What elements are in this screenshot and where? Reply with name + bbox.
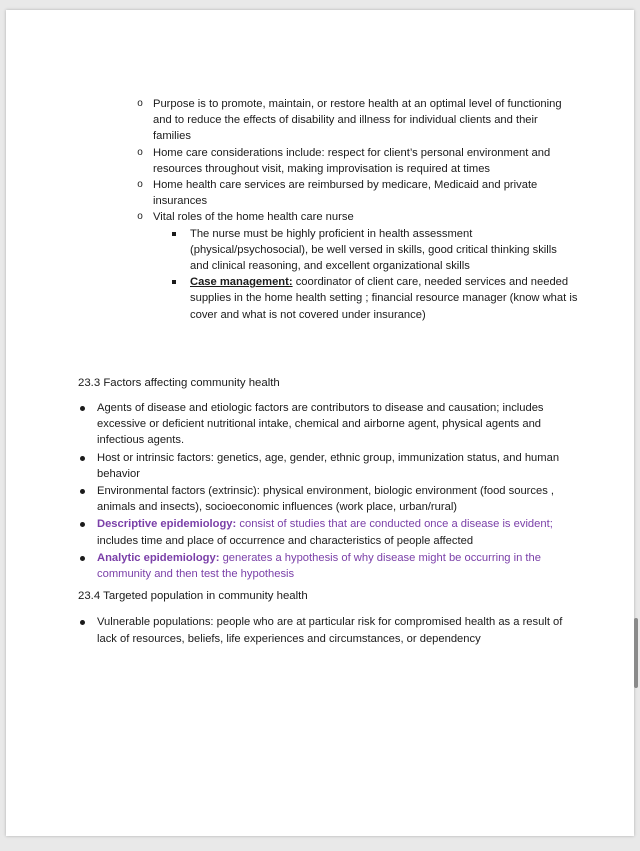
hollow-circle-bullet-icon: o bbox=[137, 98, 143, 109]
list-item: o Vital roles of the home health care nurse The nurse must be highly proficient in health assessment (physical/psychosocial), be well versed in skills, good critical thinking skills and clinical reasoning, and excellent organizational skills Case management: coordinator of client care, needed services and needed supplies in the home health setting ; financial resource manager (know what is cover and what is not covered under insurance) bbox=[153, 209, 578, 322]
list-item: Analytic epidemiology: generates a hypothesis of why disease might be occurring in the community and then test the hypothesis bbox=[97, 550, 578, 582]
descriptive-epidemiology-term: Descriptive epidemiology: bbox=[97, 518, 237, 531]
bullet-icon bbox=[80, 406, 85, 411]
list-item: Host or intrinsic factors: genetics, age, gender, ethnic group, immunization status, and human behavior bbox=[97, 450, 578, 482]
list-item: o Purpose is to promote, maintain, or restore health at an optimal level of functioning and to reduce the effects of disability and illness for individual clients and their families bbox=[153, 96, 578, 145]
list-item: Case management: coordinator of client care, needed services and needed supplies in the home health setting ; financial resource manager (know what is cover and what is not covered under insurance) bbox=[190, 274, 578, 323]
section-heading: 23.3 Factors affecting community health bbox=[78, 376, 280, 389]
vertical-scrollbar[interactable] bbox=[634, 618, 638, 688]
hollow-circle-bullet-icon: o bbox=[137, 179, 143, 191]
document-page bbox=[6, 10, 634, 836]
list-item: o Home health care services are reimbursed by medicare, Medicaid and private insurances bbox=[153, 177, 578, 209]
case-management-term: Case management: bbox=[190, 276, 293, 289]
square-bullet-icon bbox=[172, 280, 176, 284]
home-health-list bbox=[78, 96, 578, 323]
bullet-icon bbox=[80, 620, 85, 625]
list-item: The nurse must be highly proficient in health assessment (physical/psychosocial), be well versed in skills, good critical thinking skills and clinical reasoning, and excellent organizational skills bbox=[190, 226, 578, 275]
bullet-icon bbox=[80, 456, 85, 461]
bullet-icon bbox=[80, 522, 85, 527]
square-bullet-icon bbox=[172, 232, 176, 236]
list-item: Descriptive epidemiology: consist of studies that are conducted once a disease is evident; includes time and place of occurrence and characteristics of people affected bbox=[97, 516, 578, 548]
factors-list bbox=[78, 400, 578, 582]
bullet-icon bbox=[80, 489, 85, 494]
list-item: Environmental factors (extrinsic): physical environment, biologic environment (food sources , animals and insects), socioeconomic influences (work place, urban/rural) bbox=[97, 483, 578, 515]
list-item: Agents of disease and etiologic factors are contributors to disease and causation; includes excessive or deficient nutritional intake, chemical and airborne agent, physical agents and infectious agents. bbox=[97, 400, 578, 449]
section-heading: 23.4 Targeted population in community health bbox=[78, 590, 308, 603]
vital-roles-list bbox=[153, 226, 578, 323]
document-content bbox=[78, 96, 578, 648]
bullet-icon bbox=[80, 556, 85, 561]
analytic-epidemiology-term: Analytic epidemiology: bbox=[97, 551, 220, 564]
list-item: o Home care considerations include: respect for client’s personal environment and resources throughout visit, making improvisation is required at times bbox=[153, 145, 578, 177]
populations-list bbox=[78, 614, 578, 646]
list-item: Vulnerable populations: people who are at particular risk for compromised health as a result of lack of resources, beliefs, life experiences and circumstances, or dependency bbox=[97, 614, 578, 646]
hollow-circle-bullet-icon: o bbox=[137, 211, 143, 223]
hollow-circle-bullet-icon: o bbox=[137, 146, 143, 158]
